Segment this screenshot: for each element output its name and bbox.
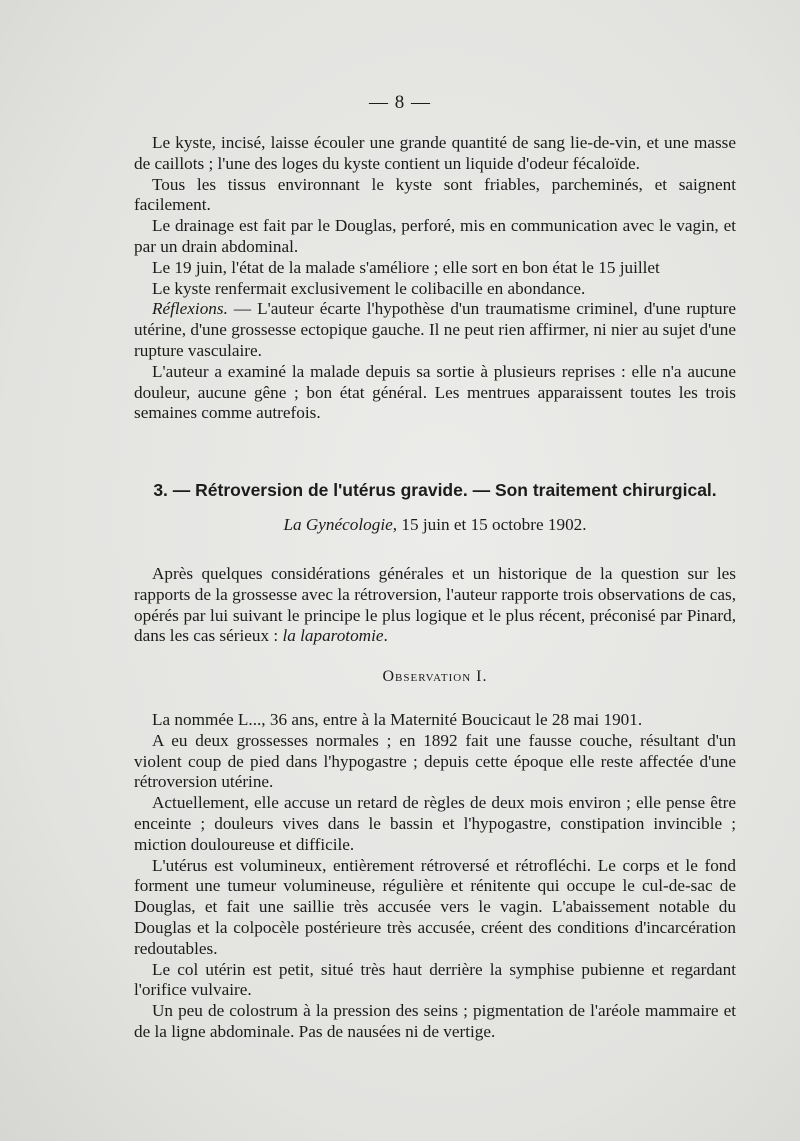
reflexions-paragraph [134,299,736,361]
paragraph: Le kyste renfermait exclusivement le colibacille en abondance. [152,278,586,298]
paragraph: Actuellement, elle accuse un retard de règles de deux mois environ ; elle pense être enceinte ; douleurs vives dans le bassin et l'hypogastre, constipation invincible ; miction douloureuse et difficile. [134,793,736,854]
paragraph: L'auteur a examiné la malade depuis sa sortie à plusieurs reprises : elle n'a aucune douleur, aucune gêne ; bon état général. Les mentrues apparaissent toutes les trois semaines comme autrefois. [134,361,736,423]
paragraph: Le col utérin est petit, situé très haut derrière la symphise pubienne et regardant l'orifice vulvaire. [134,959,736,1000]
paragraph: Un peu de colostrum à la pression des seins ; pigmentation de l'aréole mammaire et de la ligne abdominale. Pas de nausées ni de vertige. [134,1001,736,1041]
intro-end: . [383,626,388,646]
intro-emphasis: la laparotomie [282,626,384,646]
paragraph: Le 19 juin, l'état de la malade s'améliore ; elle sort en bon état le 15 juillet [152,257,660,277]
paragraph: Le drainage est fait par le Douglas, perforé, mis en communication avec le vagin, et par un drain abdominal. [134,216,736,256]
top-text-block [134,133,736,424]
paragraph: Tous les tissus environnant le kyste sont friables, parcheminés, et saignent facilement. [134,174,736,215]
intro-text: Après quelques considérations générales et un historique de la question sur les rapports de la grossesse avec la rétroversion, l'auteur rapporte trois observations de cas, opérés par lui suivant le principe le plus logique et le plus récent, préconisé par Pinard, dans les cas sérieux : [134,564,736,646]
page-number: — 8 — [369,92,431,113]
paragraph: Le kyste, incisé, laisse écouler une grande quantité de sang lie-de-vin, et une masse de caillots ; l'une des loges du kyste contient un liquide d'odeur fécaloïde. [134,133,736,173]
paragraph: A eu deux grossesses normales ; en 1892 fait une fausse couche, résultant d'un violent coup de pied dans l'hypogastre ; depuis cette époque elle reste affectée d'une rétroversion utérine. [134,730,736,792]
reflexions-text: — L'auteur écarte l'hypothèse d'un traumatisme criminel, d'une rupture utérine, d'une grossesse ectopique gauche. Il ne peut rien affirmer, ni nier au sujet d'une rupture vasculaire. [134,299,736,360]
section-heading: 3. — Rétroversion de l'utérus gravide. — Son traitement chirurgical. [153,480,717,500]
source-citation [134,515,736,535]
paragraph: L'utérus est volumineux, entièrement rétroversé et rétrofléchi. Le corps et le fond forment une tumeur volumineuse, régulière et rénitente qui occupe le cul-de-sac de Douglas, et fait une saillie très accusée vers le vagin. L'abaissement notable du Douglas et la colpocèle postérieure très accusée, créent des conditions d'incarcération redoutables. [134,855,736,958]
paragraph: La nommée L..., 36 ans, entre à la Maternité Boucicaut le 28 mai 1901. [152,710,643,729]
intro-block [134,564,736,647]
journal-name: La Gynécologie [283,515,393,534]
intro-paragraph [134,564,736,647]
reflexions-label: Réflexions. [152,299,228,319]
observation-title: Observation I. [382,668,488,685]
observation-block [134,710,736,1043]
source-dates: , 15 juin et 15 octobre 1902. [392,515,587,534]
